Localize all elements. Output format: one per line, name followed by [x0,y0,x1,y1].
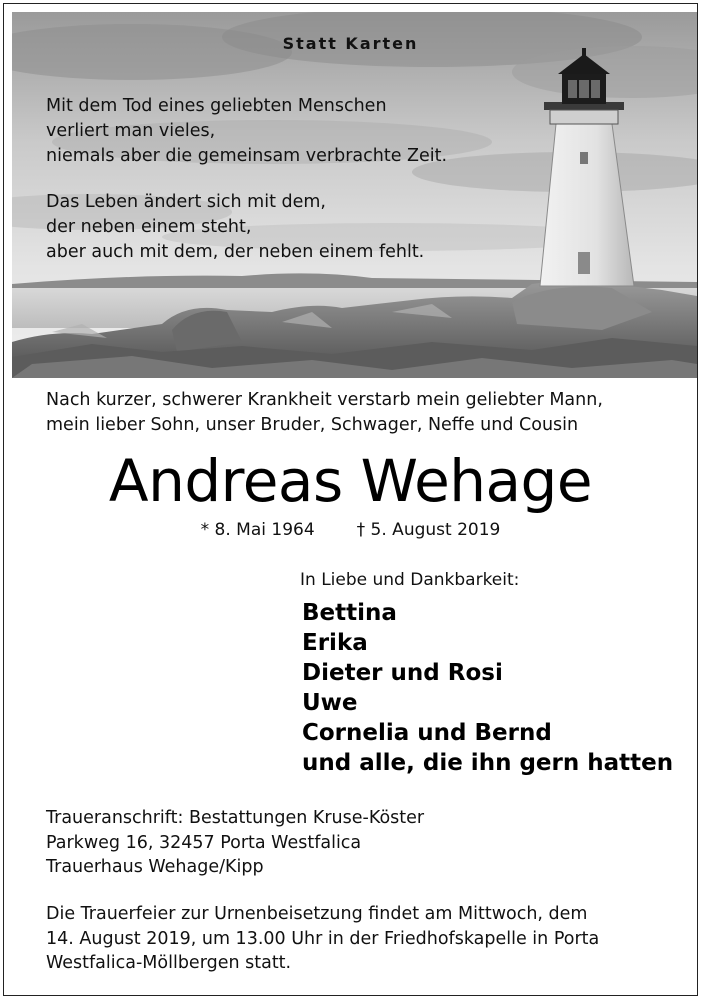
mourner-name: Uwe [302,690,358,716]
mourner-name: und alle, die ihn gern hatten [302,750,674,776]
mourners-intro: In Liebe und Dankbarkeit: [300,570,520,590]
mourners-list [302,598,673,778]
mourner-name: Bettina [302,600,397,626]
announcement-line: Nach kurzer, schwerer Krankheit verstarb mein geliebter Mann, [46,390,603,410]
service-line: 14. August 2019, um 13.00 Uhr in der Friedhofskapelle in Porta [46,928,600,949]
poem-stanza-2 [46,190,447,265]
death-announcement [46,388,603,438]
poem-line: der neben einem steht, [46,217,252,237]
life-dates [4,520,697,540]
poem-stanza-1 [46,94,447,169]
mourner-name: Cornelia und Bernd [302,720,552,746]
poem-line: verliert man vieles, [46,121,216,141]
address-line: Trauerhaus Wehage/Kipp [46,857,264,877]
address-line: Parkweg 16, 32457 Porta Westfalica [46,832,362,853]
birth-date: * 8. Mai 1964 [200,520,315,540]
poem-line: Das Leben ändert sich mit dem, [46,192,326,212]
obituary-frame [3,3,698,996]
poem-line: Mit dem Tod eines geliebten Menschen [46,96,387,116]
mourner-name: Dieter und Rosi [302,660,503,686]
poem-line: aber auch mit dem, der neben einem fehlt. [46,242,425,262]
address-line: Traueranschrift: Bestattungen Kruse-Köster [46,808,425,828]
service-line: Westfalica-Möllbergen statt. [46,953,292,973]
mourning-address [46,806,424,880]
statt-karten-heading: Statt Karten [282,34,419,53]
funeral-service-notice [46,902,686,976]
death-date: † 5. August 2019 [356,520,501,540]
memorial-poem [46,94,447,286]
poem-line: niemals aber die gemeinsam verbrachte Zeit. [46,146,448,166]
deceased-name: Andreas Wehage [108,447,593,515]
announcement-line: mein lieber Sohn, unser Bruder, Schwager, Neffe und Cousin [46,415,579,435]
service-line: Die Trauerfeier zur Urnenbeisetzung findet am Mittwoch, dem [46,904,588,924]
mourner-name: Erika [302,630,368,656]
